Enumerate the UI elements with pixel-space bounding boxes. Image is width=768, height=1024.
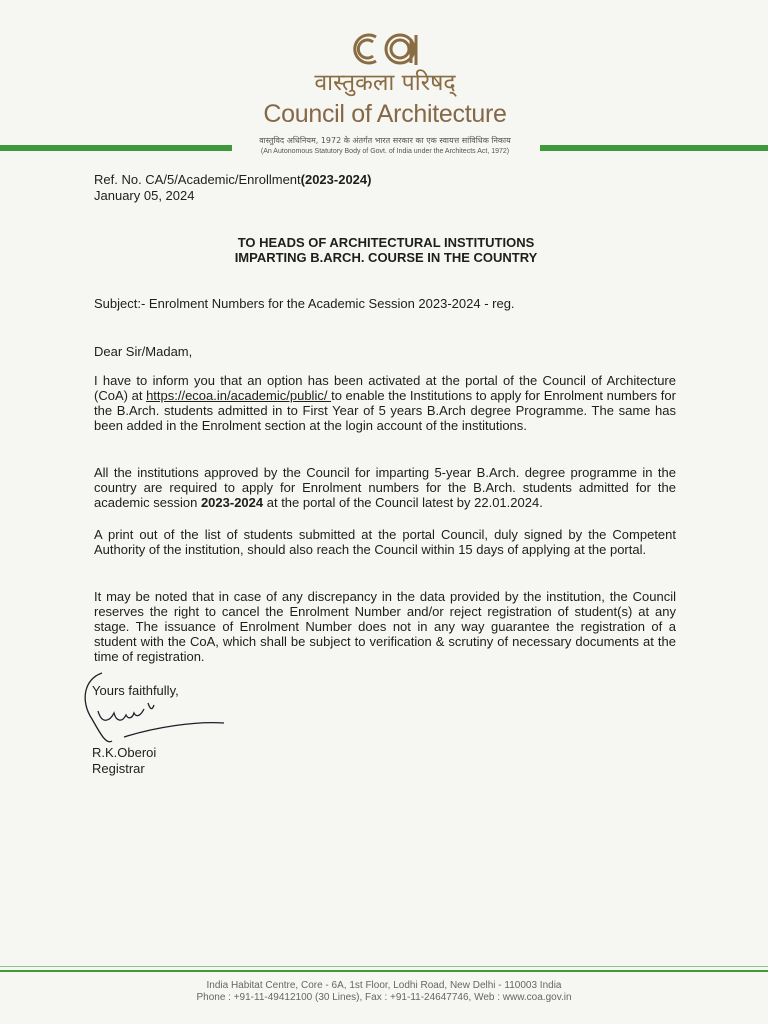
council-name: Council of Architecture: [263, 100, 507, 128]
ref-prefix: Ref. No. CA/5/Academic/Enrollment: [94, 172, 301, 187]
p1-text-b: to enable the Institutions to apply for Enrolment numbers for the B.Arch. students admitted in to First Year of 5 years B.Arch degree Programme. The same has been added in the Enrolment section at the login account of the institutions.: [94, 388, 676, 433]
paragraph-1: [94, 373, 676, 433]
reference-number: [94, 172, 371, 187]
footer-rule-thin: [0, 966, 768, 967]
logo-a-inner: [391, 40, 409, 58]
coa-logo: [340, 25, 430, 71]
p2-text-a: All the institutions approved by the Council for imparting 5-year B.Arch. degree programme in the country are required to apply for Enrolment numbers for the B.Arch. students admitted for the academic session: [94, 465, 676, 510]
paragraph-3: A print out of the list of students submitted at the portal Council, duly signed by the Competent Authority of the institution, should also reach the Council within 15 days of applying at the portal.: [94, 527, 676, 557]
logo-c-inner: [358, 40, 373, 58]
p2-session: 2023-2024: [200, 495, 264, 510]
handwritten-signature: [76, 665, 236, 747]
footer-rule: [0, 970, 768, 972]
signature-underline: [124, 723, 224, 737]
closing-phrase: Yours faithfully,: [92, 683, 179, 698]
header-rule-left: [0, 145, 232, 151]
heading-line-1: TO HEADS OF ARCHITECTURAL INSTITUTIONS: [237, 235, 535, 250]
heading-line-2: IMPARTING B.ARCH. COURSE IN THE COUNTRY: [234, 250, 538, 265]
letter-date: January 05, 2024: [94, 188, 195, 203]
addressee-heading: [180, 235, 592, 265]
signature-stroke: [98, 709, 144, 720]
signatory-name: R.K.Oberoi: [92, 745, 157, 760]
english-subtitle: (An Autonomous Statutory Body of Govt. of India under the Architects Act, 1972): [260, 148, 510, 155]
hindi-council-name: वास्तुकला परिषद्: [314, 70, 456, 96]
paragraph-4: It may be noted that in case of any discrepancy in the data provided by the institution, the Council reserves the right to cancel the Enrolment Number and/or reject registration of student(s) at any stage. The issuance of Enrolment Number does not in any way guarantee the registration of a student with the CoA, which shall be subject to verification & scrutiny of necessary documents at the time of registration.: [94, 589, 676, 664]
hindi-subtitle: वास्तुविद अधिनियम, 1972 के अंतर्गत भारत सरकार का एक स्वायत्त सांविधिक निकाय: [259, 136, 511, 145]
signature-flourish: [148, 703, 154, 709]
portal-link[interactable]: https://ecoa.in/academic/public/: [146, 388, 332, 403]
paragraph-2: [94, 465, 676, 510]
salutation: Dear Sir/Madam,: [94, 344, 193, 359]
p2-text-b: at the portal of the Council latest by 22.01.2024.: [263, 495, 543, 510]
header-rule-right: [540, 145, 768, 151]
p1-text-a: I have to inform you that an option has been activated at the portal of the Council of Architecture (CoA) at: [94, 373, 676, 403]
subject-line: Subject:- Enrolment Numbers for the Academic Session 2023-2024 - reg.: [94, 296, 515, 311]
signatory-title: Registrar: [92, 761, 145, 776]
footer-contact: Phone : +91-11-49412100 (30 Lines), Fax : +91-11-24647746, Web : www.coa.gov.in: [196, 992, 572, 1003]
ref-year: (2023-2024): [300, 172, 372, 187]
footer-address: India Habitat Centre, Core - 6A, 1st Floor, Lodhi Road, New Delhi - 110003 India: [206, 980, 562, 991]
